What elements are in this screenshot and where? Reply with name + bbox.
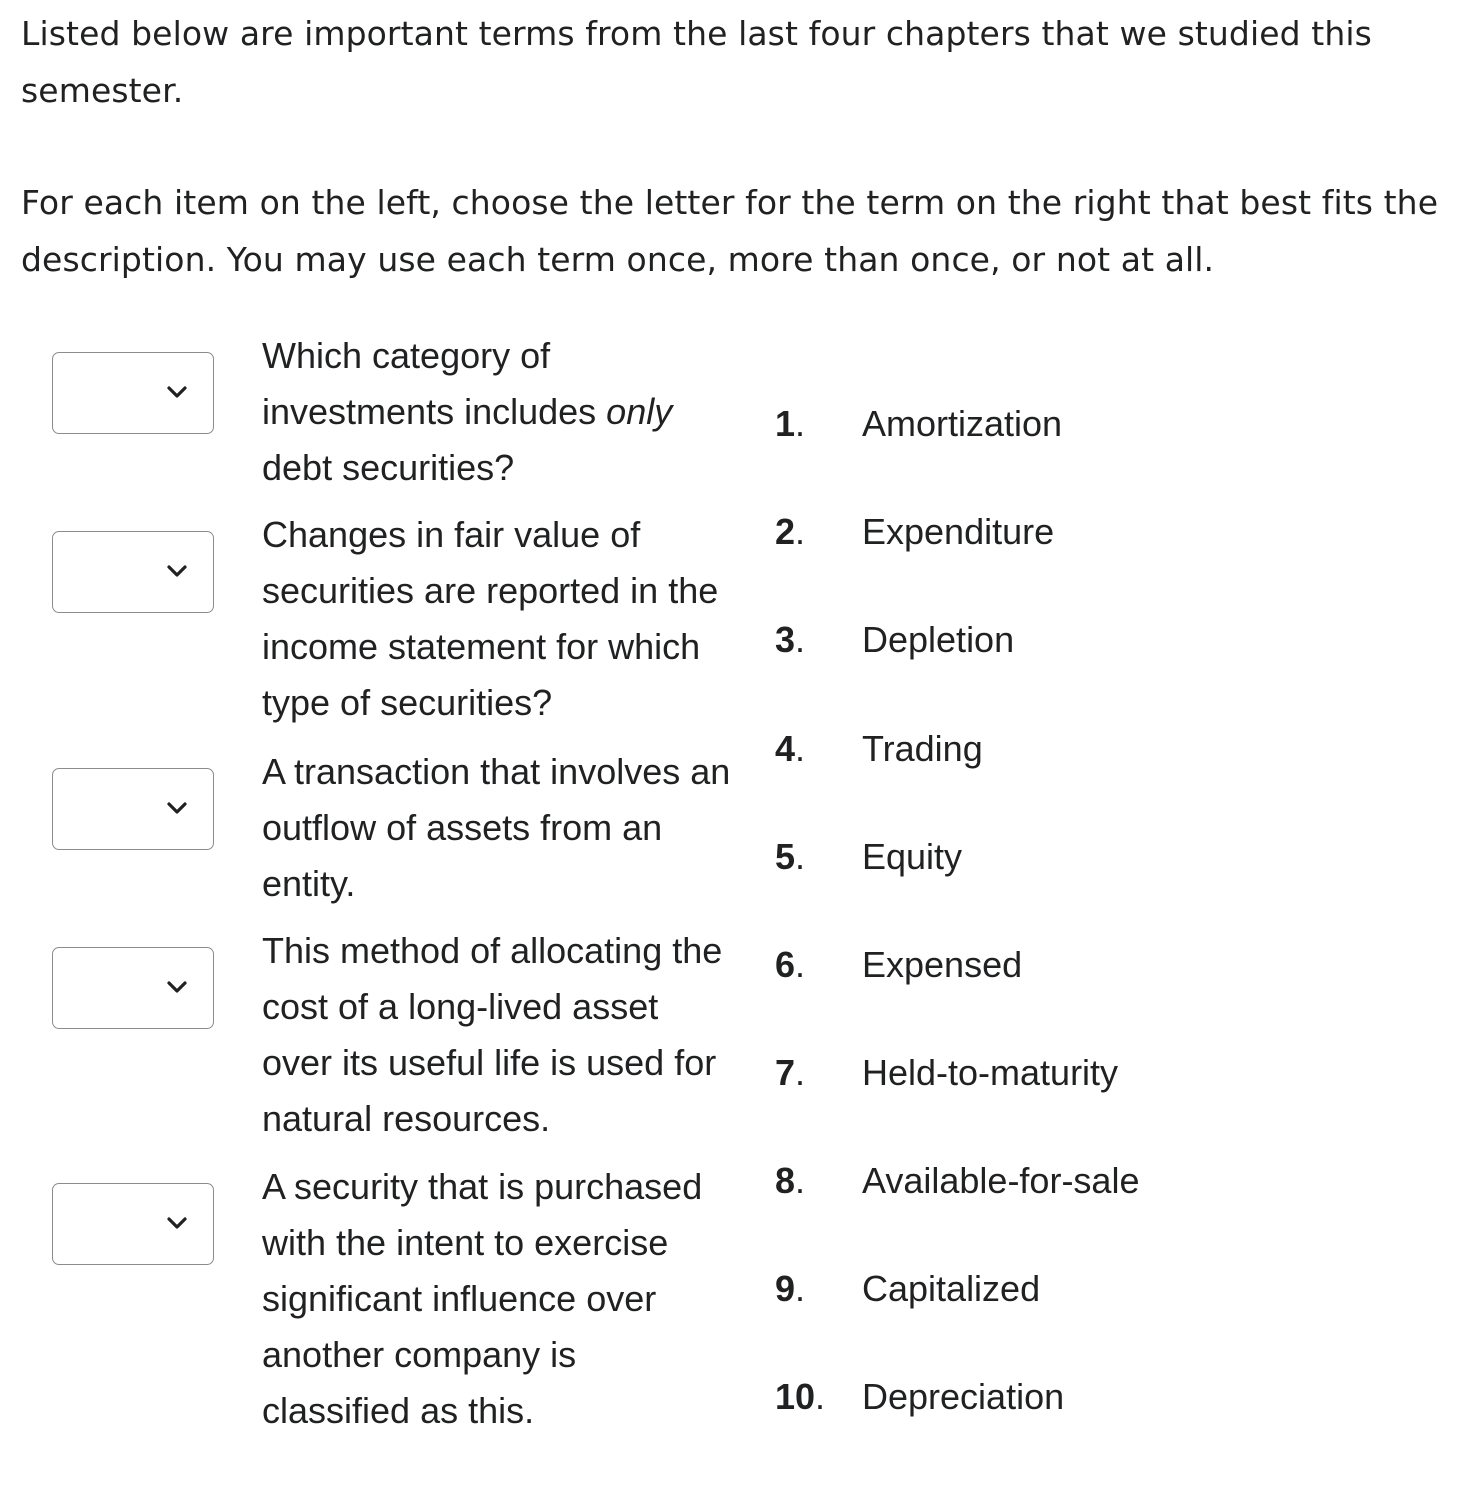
- term-label: Capitalized: [862, 1268, 1041, 1309]
- term-label: Held-to-maturity: [862, 1052, 1119, 1093]
- chevron-down-icon: [166, 980, 188, 994]
- term-label: Depletion: [862, 619, 1015, 660]
- chevron-down-icon: [166, 1216, 188, 1230]
- term-item-6: [775, 937, 1022, 993]
- term-number: 7.: [775, 1052, 806, 1093]
- question-1-emphasis: only: [606, 391, 673, 432]
- question-2-text: Changes in fair value of securities are reported in the income statement for which type of securities?: [262, 514, 719, 723]
- term-label: Equity: [862, 836, 963, 877]
- term-number: 8.: [775, 1160, 806, 1201]
- term-item-5: [775, 829, 962, 885]
- answer-select-1[interactable]: [52, 352, 214, 434]
- term-label: Available-for-sale: [862, 1160, 1140, 1201]
- answer-select-3[interactable]: [52, 768, 214, 850]
- term-number: 1.: [775, 403, 806, 444]
- term-number: 5.: [775, 836, 806, 877]
- term-label: Trading: [862, 728, 983, 769]
- answer-select-4[interactable]: [52, 947, 214, 1029]
- question-1-text: Which category of investments includes only debt securities?: [262, 335, 673, 488]
- term-number: 10.: [775, 1376, 826, 1417]
- term-item-10: [775, 1369, 1064, 1425]
- chevron-down-icon: [166, 801, 188, 815]
- term-label: Expensed: [862, 944, 1023, 985]
- term-item-2: [775, 504, 1054, 560]
- term-item-7: [775, 1045, 1118, 1101]
- term-label: Depreciation: [862, 1376, 1065, 1417]
- term-label: Expenditure: [862, 511, 1055, 552]
- answer-select-2[interactable]: [52, 531, 214, 613]
- question-4-text: This method of allocating the cost of a long-lived asset over its useful life is used for natural resources.: [262, 930, 723, 1139]
- term-item-3: [775, 612, 1014, 668]
- question-3-text: A transaction that involves an outflow of assets from an entity.: [262, 751, 731, 904]
- term-label: Amortization: [862, 403, 1063, 444]
- answer-select-5[interactable]: [52, 1183, 214, 1265]
- term-item-4: [775, 721, 983, 777]
- term-item-1: [775, 396, 1062, 452]
- instructions-matching: For each item on the left, choose the letter for the term on the right that best fits the description. You may use each term once, more than once, or not at all.: [21, 183, 1439, 279]
- term-number: 2.: [775, 511, 806, 552]
- term-number: 9.: [775, 1268, 806, 1309]
- term-item-8: [775, 1153, 1139, 1209]
- chevron-down-icon: [166, 564, 188, 578]
- question-5-text: A security that is purchased with the intent to exercise significant influence over another company is classified as this.: [262, 1166, 703, 1431]
- term-number: 3.: [775, 619, 806, 660]
- term-item-9: [775, 1261, 1040, 1317]
- term-number: 6.: [775, 944, 806, 985]
- instructions-intro: Listed below are important terms from the last four chapters that we studied this semester.: [21, 14, 1372, 110]
- chevron-down-icon: [166, 385, 188, 399]
- term-number: 4.: [775, 728, 806, 769]
